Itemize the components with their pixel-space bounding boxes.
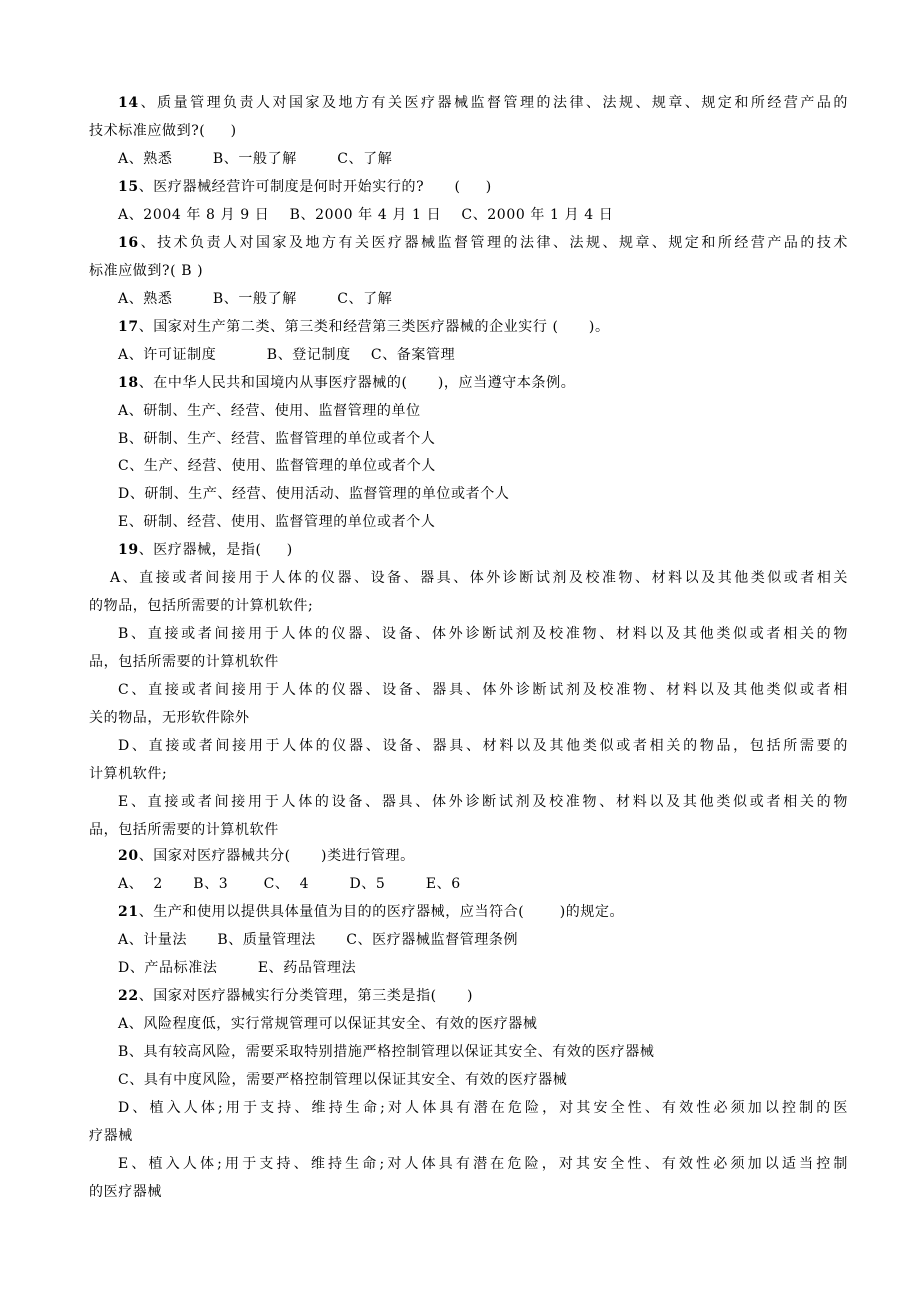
question-19-option-d-line-1: D、直接或者间接用于人体的仪器、设备、器具、材料以及其他类似或者相关的物品，包括所需要的 bbox=[118, 738, 848, 754]
question-number: 21 bbox=[118, 904, 139, 920]
question-19-option-d-line-2: 计算机软件; bbox=[89, 766, 168, 782]
question-18-option-e: E、研制、经营、使用、监督管理的单位或者个人 bbox=[118, 514, 436, 530]
question-number: 15 bbox=[118, 179, 139, 195]
question-21-options-line-1: A、计量法 B、质量管理法 C、医疗器械监督管理条例 bbox=[118, 932, 519, 948]
question-22-stem: 22、国家对医疗器械实行分类管理，第三类是指( ) bbox=[118, 988, 474, 1004]
question-14-options: A、熟悉 B、一般了解 C、了解 bbox=[118, 151, 393, 167]
question-number: 17 bbox=[118, 319, 139, 335]
question-15-stem: 15、医疗器械经营许可制度是何时开始实行的? ( ) bbox=[118, 179, 492, 195]
question-14-stem-line-2: 技术标准应做到?( ) bbox=[89, 123, 237, 139]
question-15-options: A、2004 年 8 月 9 日 B、2000 年 4 月 1 日 C、2000 年 1 月 4 日 bbox=[118, 207, 614, 223]
question-16-stem-line-2: 标准应做到?( B ) bbox=[89, 263, 204, 279]
question-18-stem: 18、在中华人民共和国境内从事医疗器械的( )，应当遵守本条例。 bbox=[118, 375, 576, 391]
question-number: 18 bbox=[118, 375, 139, 391]
question-19-option-e-line-1: E、直接或者间接用于人体的设备、器具、体外诊断试剂及校准物、材料以及其他类似或者相关的物 bbox=[118, 794, 848, 810]
question-18-option-a: A、研制、生产、经营、使用、监督管理的单位 bbox=[118, 403, 421, 419]
question-22-option-c: C、具有中度风险，需要严格控制管理以保证其安全、有效的医疗器械 bbox=[118, 1072, 568, 1088]
question-18-option-d: D、研制、生产、经营、使用活动、监督管理的单位或者个人 bbox=[118, 486, 510, 502]
question-16-stem-line-1: 16、技术负责人对国家及地方有关医疗器械监督管理的法律、法规、规章、规定和所经营产品的技术 bbox=[118, 235, 848, 251]
question-22-option-d-line-2: 疗器械 bbox=[89, 1128, 133, 1144]
question-19-option-e-line-2: 品，包括所需要的计算机软件 bbox=[89, 822, 279, 838]
question-number: 19 bbox=[118, 542, 139, 558]
question-16-options: A、熟悉 B、一般了解 C、了解 bbox=[118, 291, 393, 307]
question-14-stem-line-1: 14、质量管理负责人对国家及地方有关医疗器械监督管理的法律、法规、规章、规定和所经营产品的 bbox=[118, 95, 848, 111]
question-22-option-b: B、具有较高风险，需要采取特别措施严格控制管理以保证其安全、有效的医疗器械 bbox=[118, 1044, 655, 1060]
question-21-stem: 21、生产和使用以提供具体量值为目的的医疗器械，应当符合( )的规定。 bbox=[118, 904, 625, 920]
question-17-options: A、许可证制度 B、登记制度 C、备案管理 bbox=[118, 347, 456, 363]
question-22-option-a: A、风险程度低，实行常规管理可以保证其安全、有效的医疗器械 bbox=[118, 1016, 538, 1032]
question-22-option-e-line-2: 的医疗器械 bbox=[89, 1184, 162, 1200]
question-19-option-b-line-1: B、直接或者间接用于人体的仪器、设备、体外诊断试剂及校准物、材料以及其他类似或者相关的物 bbox=[118, 626, 848, 642]
question-17-stem: 17、国家对生产第二类、第三类和经营第三类医疗器械的企业实行 ( )。 bbox=[118, 319, 610, 335]
question-20-options: A、 2 B、3 C、 4 D、5 E、6 bbox=[118, 876, 461, 892]
question-22-option-e-line-1: E、植入人体;用于支持、维持生命;对人体具有潜在危险，对其安全性、有效性必须加以适当控制 bbox=[118, 1156, 848, 1172]
question-19-option-a-line-2: 的物品，包括所需要的计算机软件; bbox=[89, 598, 314, 614]
question-19-option-c-line-2: 关的物品，无形软件除外 bbox=[89, 710, 250, 726]
question-19-option-c-line-1: C、直接或者间接用于人体的仪器、设备、器具、体外诊断试剂及校准物、材料以及其他类似或者相 bbox=[118, 682, 848, 698]
question-18-option-b: B、研制、生产、经营、监督管理的单位或者个人 bbox=[118, 431, 436, 447]
question-number: 14 bbox=[118, 95, 139, 111]
question-number: 22 bbox=[118, 988, 139, 1004]
question-19-option-b-line-2: 品，包括所需要的计算机软件 bbox=[89, 654, 279, 670]
question-21-options-line-2: D、产品标准法 E、药品管理法 bbox=[118, 960, 357, 976]
question-19-stem: 19、医疗器械，是指( ) bbox=[118, 542, 293, 558]
question-20-stem: 20、国家对医疗器械共分( )类进行管理。 bbox=[118, 848, 415, 864]
question-number: 16 bbox=[118, 235, 139, 251]
question-19-option-a-line-1: A、直接或者间接用于人体的仪器、设备、器具、体外诊断试剂及校准物、材料以及其他类似或者相关 bbox=[110, 570, 848, 586]
question-18-option-c: C、生产、经营、使用、监督管理的单位或者个人 bbox=[118, 458, 436, 474]
question-number: 20 bbox=[118, 848, 139, 864]
question-22-option-d-line-1: D、植入人体;用于支持、维持生命;对人体具有潜在危险，对其安全性、有效性必须加以控制的医 bbox=[118, 1100, 848, 1116]
